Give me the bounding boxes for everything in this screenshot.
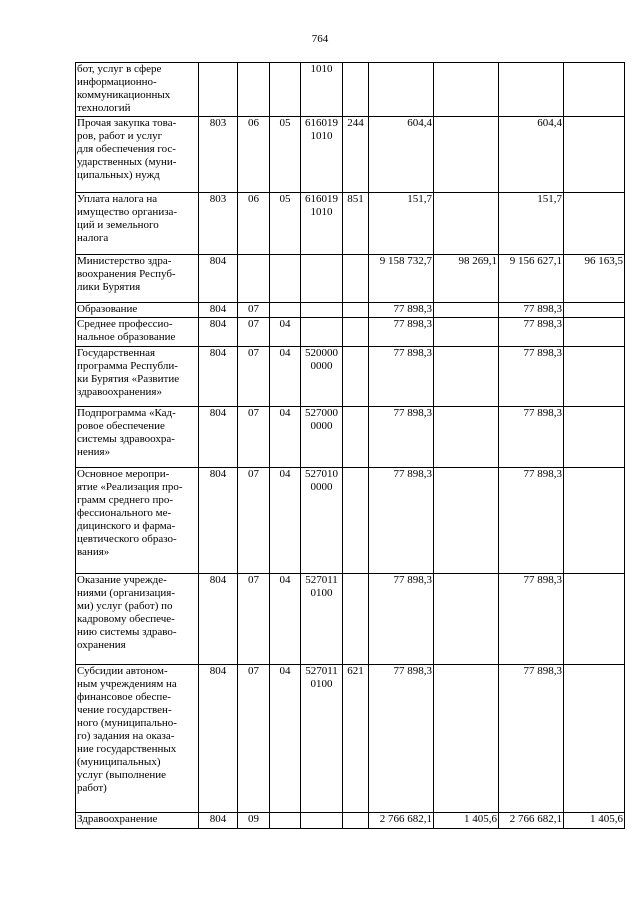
table-row xyxy=(76,665,625,813)
cell-pr: 04 xyxy=(270,347,301,407)
cell-rz: 07 xyxy=(238,318,270,347)
cell-grbs: 803 xyxy=(199,117,238,193)
cell-grbs: 804 xyxy=(199,574,238,665)
cell-sum-total: 77 898,3 xyxy=(369,303,434,318)
cell-rz: 07 xyxy=(238,574,270,665)
cell-sum-federal-2 xyxy=(564,468,625,574)
cell-name: Здравоохранение xyxy=(76,813,199,829)
cell-sum-total: 9 158 732,7 xyxy=(369,255,434,303)
cell-sum-federal-2 xyxy=(564,63,625,117)
cell-grbs: 803 xyxy=(199,193,238,255)
cell-name: Министерство здра- воохранения Респуб- лики Бурятия xyxy=(76,255,199,303)
cell-rz xyxy=(238,63,270,117)
cell-vr xyxy=(343,318,369,347)
table-row xyxy=(76,318,625,347)
table-row xyxy=(76,303,625,318)
cell-sum-federal xyxy=(434,407,499,468)
table-row xyxy=(76,574,625,665)
cell-pr xyxy=(270,255,301,303)
cell-pr xyxy=(270,303,301,318)
cell-sum-total-2: 151,7 xyxy=(499,193,564,255)
cell-csr xyxy=(301,318,343,347)
cell-pr: 05 xyxy=(270,193,301,255)
page-number: 764 xyxy=(311,33,329,45)
cell-name: Субсидии автоном- ным учреждениям на финансовое обеспе- чение государствен- ного (муниципально- го) задания на оказа- ние государственных (муниципальных) услуг (выполнение работ) xyxy=(76,665,199,813)
cell-grbs: 804 xyxy=(199,665,238,813)
cell-sum-total-2: 9 156 627,1 xyxy=(499,255,564,303)
cell-sum-total-2: 77 898,3 xyxy=(499,665,564,813)
cell-sum-federal-2: 96 163,5 xyxy=(564,255,625,303)
table-body xyxy=(76,63,625,829)
table-row xyxy=(76,117,625,193)
cell-rz: 06 xyxy=(238,117,270,193)
cell-rz: 07 xyxy=(238,665,270,813)
cell-pr xyxy=(270,813,301,829)
table-row xyxy=(76,255,625,303)
cell-sum-total-2: 77 898,3 xyxy=(499,468,564,574)
cell-sum-total: 77 898,3 xyxy=(369,407,434,468)
cell-sum-total-2: 77 898,3 xyxy=(499,318,564,347)
cell-csr: 616019 1010 xyxy=(301,193,343,255)
cell-sum-total: 77 898,3 xyxy=(369,347,434,407)
cell-sum-federal-2: 1 405,6 xyxy=(564,813,625,829)
cell-sum-federal xyxy=(434,665,499,813)
cell-rz: 07 xyxy=(238,407,270,468)
cell-rz: 06 xyxy=(238,193,270,255)
cell-sum-federal xyxy=(434,303,499,318)
cell-vr: 851 xyxy=(343,193,369,255)
table-row xyxy=(76,63,625,117)
cell-pr: 04 xyxy=(270,574,301,665)
cell-csr: 616019 1010 xyxy=(301,117,343,193)
cell-sum-total-2 xyxy=(499,63,564,117)
cell-sum-federal-2 xyxy=(564,117,625,193)
cell-csr xyxy=(301,255,343,303)
cell-name: Среднее профессио- нальное образование xyxy=(76,318,199,347)
cell-sum-total: 2 766 682,1 xyxy=(369,813,434,829)
cell-grbs: 804 xyxy=(199,468,238,574)
cell-vr xyxy=(343,347,369,407)
cell-sum-total: 604,4 xyxy=(369,117,434,193)
table-row xyxy=(76,407,625,468)
cell-sum-total-2: 604,4 xyxy=(499,117,564,193)
cell-vr: 621 xyxy=(343,665,369,813)
table-row xyxy=(76,347,625,407)
cell-csr: 527011 0100 xyxy=(301,665,343,813)
cell-sum-federal-2 xyxy=(564,303,625,318)
cell-pr xyxy=(270,63,301,117)
cell-name: бот, услуг в сфере информационно- коммуникационных технологий xyxy=(76,63,199,117)
cell-csr: 527010 0000 xyxy=(301,468,343,574)
cell-sum-federal xyxy=(434,193,499,255)
cell-vr xyxy=(343,468,369,574)
cell-vr xyxy=(343,63,369,117)
cell-sum-federal-2 xyxy=(564,574,625,665)
cell-name: Прочая закупка това- ров, работ и услуг для обеспечения гос- ударственных (муни- ципальных) нужд xyxy=(76,117,199,193)
table-row xyxy=(76,193,625,255)
cell-csr xyxy=(301,303,343,318)
cell-sum-total: 77 898,3 xyxy=(369,574,434,665)
cell-sum-total-2: 77 898,3 xyxy=(499,303,564,318)
cell-grbs: 804 xyxy=(199,303,238,318)
cell-sum-total xyxy=(369,63,434,117)
cell-sum-federal-2 xyxy=(564,193,625,255)
cell-vr xyxy=(343,813,369,829)
cell-sum-federal xyxy=(434,468,499,574)
cell-sum-federal-2 xyxy=(564,407,625,468)
cell-sum-federal: 98 269,1 xyxy=(434,255,499,303)
table-row xyxy=(76,468,625,574)
cell-sum-federal-2 xyxy=(564,347,625,407)
cell-grbs: 804 xyxy=(199,813,238,829)
cell-sum-federal xyxy=(434,63,499,117)
cell-sum-federal xyxy=(434,318,499,347)
cell-sum-total: 77 898,3 xyxy=(369,468,434,574)
cell-csr xyxy=(301,813,343,829)
cell-pr: 04 xyxy=(270,468,301,574)
cell-name: Уплата налога на имущество организа- ций и земельного налога xyxy=(76,193,199,255)
cell-csr: 520000 0000 xyxy=(301,347,343,407)
cell-rz: 07 xyxy=(238,303,270,318)
cell-grbs: 804 xyxy=(199,407,238,468)
cell-pr: 05 xyxy=(270,117,301,193)
cell-sum-total-2: 2 766 682,1 xyxy=(499,813,564,829)
cell-rz: 07 xyxy=(238,347,270,407)
cell-sum-federal xyxy=(434,574,499,665)
cell-grbs: 804 xyxy=(199,318,238,347)
cell-vr: 244 xyxy=(343,117,369,193)
cell-vr xyxy=(343,407,369,468)
cell-pr: 04 xyxy=(270,318,301,347)
cell-sum-total-2: 77 898,3 xyxy=(499,407,564,468)
cell-csr: 527000 0000 xyxy=(301,407,343,468)
cell-grbs xyxy=(199,63,238,117)
cell-name: Основное меропри- ятие «Реализация про- грамм среднего про- фессионального ме- дицинского и фарма- цевтического образо- вания» xyxy=(76,468,199,574)
cell-sum-federal xyxy=(434,347,499,407)
table-row xyxy=(76,813,625,829)
cell-vr xyxy=(343,303,369,318)
cell-sum-total-2: 77 898,3 xyxy=(499,574,564,665)
cell-sum-total: 77 898,3 xyxy=(369,318,434,347)
cell-rz: 07 xyxy=(238,468,270,574)
cell-sum-total-2: 77 898,3 xyxy=(499,347,564,407)
cell-name: Образование xyxy=(76,303,199,318)
cell-rz xyxy=(238,255,270,303)
cell-rz: 09 xyxy=(238,813,270,829)
cell-sum-federal xyxy=(434,117,499,193)
cell-csr: 1010 xyxy=(301,63,343,117)
cell-sum-total: 151,7 xyxy=(369,193,434,255)
cell-sum-total: 77 898,3 xyxy=(369,665,434,813)
cell-pr: 04 xyxy=(270,407,301,468)
cell-sum-federal-2 xyxy=(564,318,625,347)
cell-vr xyxy=(343,574,369,665)
cell-sum-federal: 1 405,6 xyxy=(434,813,499,829)
cell-grbs: 804 xyxy=(199,255,238,303)
cell-name: Подпрограмма «Кад- ровое обеспечение системы здравоохра- нения» xyxy=(76,407,199,468)
cell-pr: 04 xyxy=(270,665,301,813)
cell-vr xyxy=(343,255,369,303)
cell-name: Оказание учрежде- ниями (организация- ми) услуг (работ) по кадровому обеспече- нию системы здраво- охранения xyxy=(76,574,199,665)
cell-grbs: 804 xyxy=(199,347,238,407)
budget-table xyxy=(75,62,625,829)
cell-sum-federal-2 xyxy=(564,665,625,813)
cell-csr: 527011 0100 xyxy=(301,574,343,665)
cell-name: Государственная программа Республи- ки Бурятия «Развитие здравоохранения» xyxy=(76,347,199,407)
